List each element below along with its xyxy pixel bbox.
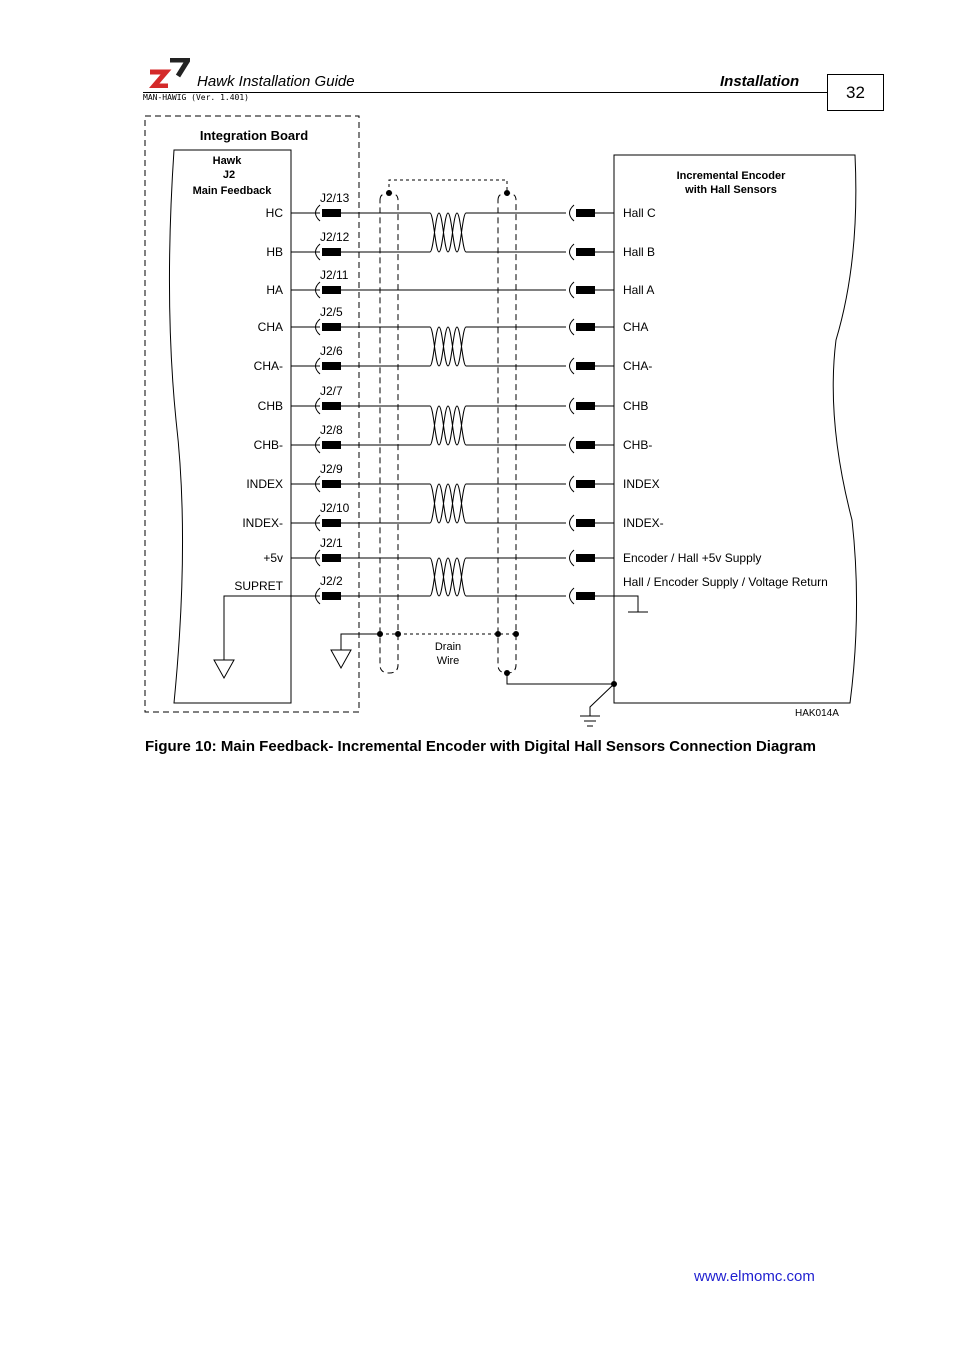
chassis-ground-symbol [580, 716, 600, 726]
signal-label: CHB [257, 399, 283, 413]
drain-wire-label-1: Drain [434, 641, 462, 653]
footer-link[interactable]: www.elmomc.com [694, 1268, 815, 1285]
integration-board-frame [145, 116, 359, 712]
wire-row [263, 536, 761, 566]
encoder-signal-label: CHB [623, 399, 649, 413]
supret-ground-wire [224, 596, 291, 660]
wire-row [258, 305, 649, 335]
drawing-id: HAK014A [795, 708, 839, 719]
signal-label: CHA- [253, 359, 283, 373]
connector-socket [570, 282, 575, 298]
chassis-drop [590, 684, 614, 716]
connector-socket [570, 358, 575, 374]
connector-pin [322, 402, 341, 410]
encoder-signal-label: Hall / Encoder Supply / Voltage Return [623, 575, 828, 589]
wire-row [266, 268, 654, 298]
wire-row [258, 384, 649, 414]
integration-board-label: Integration Board [199, 128, 309, 143]
wire-row [234, 574, 827, 604]
pin-label: J2/13 [320, 191, 350, 205]
encoder-signal-label: Hall A [623, 283, 655, 297]
encoder-signal-label: INDEX- [623, 516, 664, 530]
signal-label: HC [265, 206, 283, 220]
connector-pin [576, 441, 595, 449]
connector-socket [570, 319, 575, 335]
encoder-signal-label: CHA- [623, 359, 653, 373]
twisted-pair-icon [430, 406, 466, 445]
pin-label: J2/2 [320, 574, 343, 588]
signal-label: INDEX- [242, 516, 283, 530]
connector-pin [576, 554, 595, 562]
chassis-wire [507, 673, 614, 684]
drain-wire-label-2: Wire [436, 655, 460, 667]
encoder-signal-label: Hall C [623, 206, 656, 220]
pin-label: J2/11 [320, 268, 349, 282]
encoder-block [614, 155, 857, 703]
connector-socket [570, 476, 575, 492]
twisted-pair-icon [430, 484, 466, 523]
connector-socket [570, 437, 575, 453]
connector-pin [322, 480, 341, 488]
drain-ground-wire [341, 634, 380, 650]
connector-pin [322, 209, 341, 217]
connector-pin [322, 554, 341, 562]
connector-pin [322, 519, 341, 527]
pin-label: J2/9 [320, 462, 343, 476]
connector-pin [576, 248, 595, 256]
connector-pin [322, 592, 341, 600]
encoder-signal-label: Hall B [623, 245, 656, 259]
hawk-block-line-3: Main Feedback [192, 185, 272, 197]
signal-label: CHA [257, 320, 283, 334]
connector-pin [322, 362, 341, 370]
connector-pin [576, 402, 595, 410]
twisted-pair-icon [430, 558, 466, 596]
encoder-signal-label: CHB- [623, 438, 653, 452]
connector-pin [576, 209, 595, 217]
connector-pin [576, 323, 595, 331]
connector-socket [570, 205, 575, 221]
signal-label: HB [266, 245, 283, 259]
connector-socket [570, 244, 575, 260]
shield-right [498, 193, 516, 673]
connector-pin [322, 323, 341, 331]
connector-pin [576, 480, 595, 488]
encoder-signal-label: INDEX [623, 477, 660, 491]
signal-label: INDEX [246, 477, 283, 491]
signal-label: HA [266, 283, 283, 297]
connector-pin [576, 519, 595, 527]
connector-socket [570, 588, 575, 604]
page-number: 32 [827, 74, 884, 111]
twisted-pair-icon [430, 327, 466, 366]
connector-pin [576, 592, 595, 600]
connector-pin [576, 362, 595, 370]
connector-pin [576, 286, 595, 294]
signal-label: +5v [263, 551, 283, 565]
pin-label: J2/5 [320, 305, 343, 319]
pin-label: J2/6 [320, 344, 343, 358]
encoder-signal-label: Encoder / Hall +5v Supply [623, 551, 762, 565]
shield-left [380, 193, 398, 673]
connector-socket [570, 515, 575, 531]
hawk-block-line-1: Hawk [212, 155, 242, 167]
pin-label: J2/7 [320, 384, 343, 398]
connector-socket [570, 398, 575, 414]
encoder-block-line-1: Incremental Encoder [676, 170, 786, 182]
connector-pin [322, 441, 341, 449]
drain-ground-symbol [331, 650, 351, 668]
guide-title: Hawk Installation Guide [197, 73, 355, 90]
pin-label: J2/8 [320, 423, 343, 437]
document-id: MAN-HAWIG (Ver. 1.401) [143, 93, 249, 102]
section-title: Installation [720, 73, 800, 90]
wire-row [266, 230, 655, 260]
wire-row [266, 191, 656, 221]
figure-caption: Figure 10: Main Feedback- Incremental Encoder with Digital Hall Sensors Connection Diagram [145, 738, 816, 755]
shield-top-link [389, 180, 507, 193]
hawk-block-line-2: J2 [222, 169, 236, 181]
signal-label: SUPRET [234, 579, 283, 593]
encoder-return-ground [597, 596, 648, 612]
encoder-signal-label: CHA [623, 320, 649, 334]
signal-label: CHB- [253, 438, 283, 452]
wire-row [246, 462, 659, 492]
pin-label: J2/12 [320, 230, 350, 244]
connector-pin [322, 286, 341, 294]
hawk-block [169, 150, 291, 703]
pin-label: J2/10 [320, 501, 350, 515]
connector-pin [322, 248, 341, 256]
supret-ground-symbol [214, 660, 234, 678]
encoder-block-line-2: with Hall Sensors [685, 184, 777, 196]
pin-label: J2/1 [320, 536, 343, 550]
connector-socket [570, 550, 575, 566]
twisted-pair-icon [430, 213, 466, 252]
